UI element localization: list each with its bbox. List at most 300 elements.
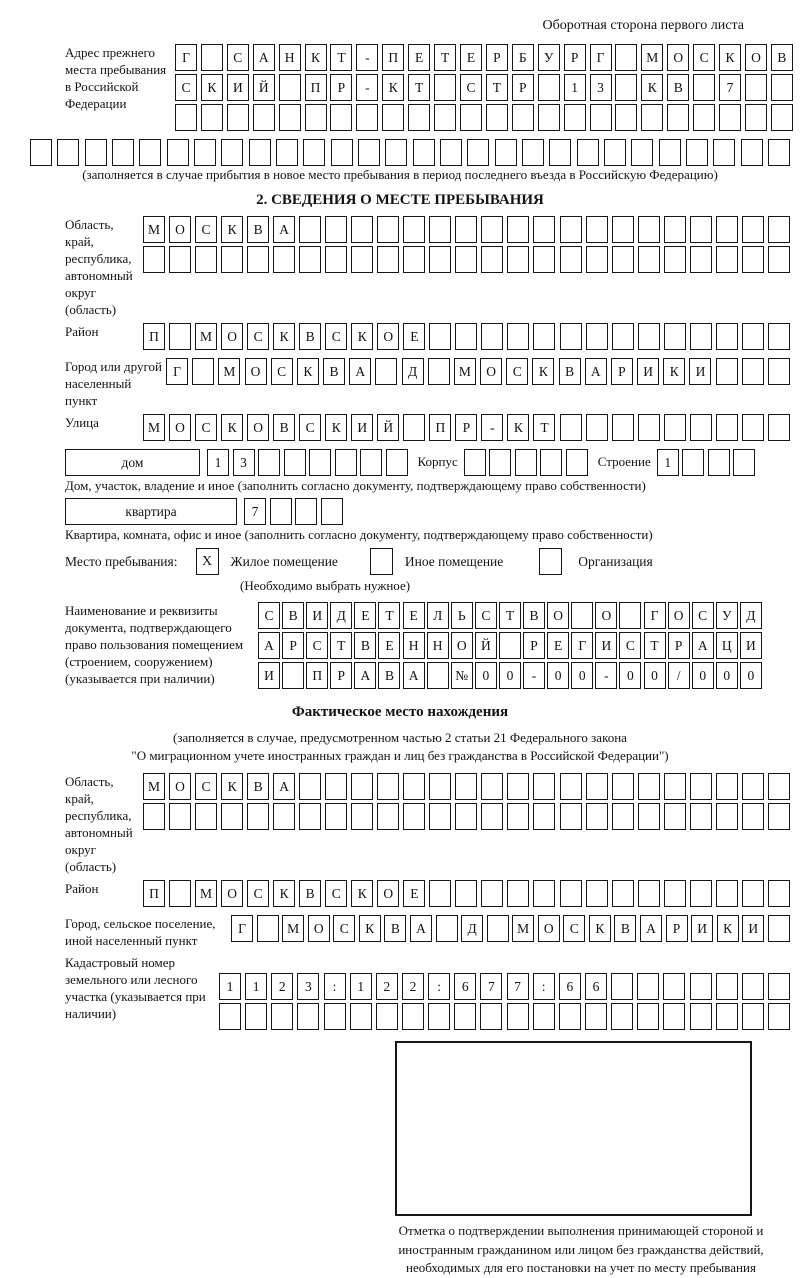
char-cell[interactable]: И xyxy=(595,632,617,659)
char-cell[interactable]: В xyxy=(299,880,321,907)
char-cell[interactable]: К xyxy=(351,880,373,907)
char-cell[interactable] xyxy=(533,880,555,907)
char-cell[interactable] xyxy=(403,803,425,830)
char-cell[interactable]: И xyxy=(689,358,711,385)
char-cell[interactable] xyxy=(586,803,608,830)
char-cell[interactable] xyxy=(507,1003,529,1030)
char-cell[interactable]: Р xyxy=(564,44,586,71)
char-cell[interactable] xyxy=(454,1003,476,1030)
char-cell[interactable]: 3 xyxy=(233,449,255,476)
char-cell[interactable] xyxy=(741,139,763,166)
char-cell[interactable] xyxy=(403,414,425,441)
char-cell[interactable]: К xyxy=(532,358,554,385)
char-cell[interactable]: Г xyxy=(590,44,612,71)
char-cell[interactable]: Г xyxy=(231,915,253,942)
char-cell[interactable] xyxy=(590,104,612,131)
char-cell[interactable] xyxy=(201,44,223,71)
char-cell[interactable] xyxy=(693,104,715,131)
char-cell[interactable] xyxy=(690,414,712,441)
char-cell[interactable]: 0 xyxy=(644,662,666,689)
char-cell[interactable]: Д xyxy=(461,915,483,942)
char-cell[interactable]: М xyxy=(641,44,663,71)
char-cell[interactable]: Д xyxy=(740,602,762,629)
char-cell[interactable]: С xyxy=(475,602,497,629)
char-cell[interactable]: А xyxy=(640,915,662,942)
char-cell[interactable]: О xyxy=(247,414,269,441)
char-cell[interactable] xyxy=(719,104,741,131)
char-cell[interactable] xyxy=(195,803,217,830)
char-cell[interactable]: Т xyxy=(486,74,508,101)
char-cell[interactable]: 1 xyxy=(350,973,372,1000)
char-cell[interactable]: В xyxy=(559,358,581,385)
char-cell[interactable]: О xyxy=(667,44,689,71)
char-cell[interactable]: Р xyxy=(611,358,633,385)
char-cell[interactable]: С xyxy=(195,773,217,800)
char-cell[interactable] xyxy=(143,803,165,830)
char-cell[interactable]: Е xyxy=(354,602,376,629)
char-cell[interactable] xyxy=(403,216,425,243)
char-cell[interactable]: М xyxy=(454,358,476,385)
char-cell[interactable]: Г xyxy=(175,44,197,71)
char-cell[interactable]: А xyxy=(692,632,714,659)
char-cell[interactable]: Р xyxy=(455,414,477,441)
char-cell[interactable] xyxy=(571,602,593,629)
char-cell[interactable] xyxy=(112,139,134,166)
char-cell[interactable] xyxy=(507,323,529,350)
char-cell[interactable] xyxy=(455,323,477,350)
char-cell[interactable]: С xyxy=(506,358,528,385)
char-cell[interactable]: О xyxy=(538,915,560,942)
char-cell[interactable]: К xyxy=(663,358,685,385)
char-cell[interactable]: Т xyxy=(533,414,555,441)
char-cell[interactable]: Т xyxy=(330,44,352,71)
char-cell[interactable]: Б xyxy=(512,44,534,71)
char-cell[interactable] xyxy=(690,246,712,273)
char-cell[interactable]: В xyxy=(247,773,269,800)
char-cell[interactable]: И xyxy=(742,915,764,942)
char-cell[interactable]: 0 xyxy=(740,662,762,689)
char-cell[interactable] xyxy=(376,1003,398,1030)
stay-type-checkbox-org[interactable] xyxy=(539,548,562,575)
char-cell[interactable] xyxy=(637,1003,659,1030)
char-cell[interactable]: : xyxy=(533,973,555,1000)
char-cell[interactable]: Р xyxy=(512,74,534,101)
char-cell[interactable]: В xyxy=(771,44,793,71)
char-cell[interactable] xyxy=(742,216,764,243)
char-cell[interactable] xyxy=(664,803,686,830)
char-cell[interactable] xyxy=(664,880,686,907)
char-cell[interactable]: К xyxy=(273,323,295,350)
char-cell[interactable]: О xyxy=(668,602,690,629)
char-cell[interactable]: А xyxy=(403,662,425,689)
char-cell[interactable] xyxy=(270,498,292,525)
char-cell[interactable]: 2 xyxy=(402,973,424,1000)
char-cell[interactable]: 0 xyxy=(499,662,521,689)
char-cell[interactable] xyxy=(350,1003,372,1030)
char-cell[interactable] xyxy=(619,602,641,629)
char-cell[interactable]: Й xyxy=(377,414,399,441)
char-cell[interactable] xyxy=(321,498,343,525)
char-cell[interactable] xyxy=(611,973,633,1000)
char-cell[interactable] xyxy=(664,323,686,350)
char-cell[interactable]: 3 xyxy=(590,74,612,101)
char-cell[interactable] xyxy=(299,773,321,800)
char-cell[interactable] xyxy=(499,632,521,659)
char-cell[interactable] xyxy=(664,414,686,441)
char-cell[interactable] xyxy=(768,803,790,830)
char-cell[interactable]: 0 xyxy=(547,662,569,689)
char-cell[interactable] xyxy=(279,104,301,131)
char-cell[interactable] xyxy=(690,1003,712,1030)
char-cell[interactable] xyxy=(768,246,790,273)
char-cell[interactable] xyxy=(195,246,217,273)
char-cell[interactable] xyxy=(276,139,298,166)
char-cell[interactable] xyxy=(219,1003,241,1030)
char-cell[interactable] xyxy=(768,139,790,166)
char-cell[interactable]: Р xyxy=(282,632,304,659)
char-cell[interactable]: Е xyxy=(403,880,425,907)
char-cell[interactable]: : xyxy=(428,973,450,1000)
char-cell[interactable] xyxy=(169,323,191,350)
char-cell[interactable]: 3 xyxy=(297,973,319,1000)
char-cell[interactable] xyxy=(403,773,425,800)
char-cell[interactable] xyxy=(716,803,738,830)
char-cell[interactable]: А xyxy=(273,773,295,800)
char-cell[interactable] xyxy=(742,323,764,350)
char-cell[interactable]: М xyxy=(143,773,165,800)
char-cell[interactable] xyxy=(663,1003,685,1030)
char-cell[interactable] xyxy=(85,139,107,166)
char-cell[interactable]: Т xyxy=(408,74,430,101)
char-cell[interactable] xyxy=(273,803,295,830)
char-cell[interactable]: В xyxy=(273,414,295,441)
char-cell[interactable]: В xyxy=(614,915,636,942)
char-cell[interactable] xyxy=(686,139,708,166)
char-cell[interactable] xyxy=(638,414,660,441)
char-cell[interactable] xyxy=(434,104,456,131)
char-cell[interactable] xyxy=(271,1003,293,1030)
char-cell[interactable]: В xyxy=(378,662,400,689)
char-cell[interactable] xyxy=(377,216,399,243)
char-cell[interactable] xyxy=(533,773,555,800)
char-cell[interactable] xyxy=(351,803,373,830)
char-cell[interactable]: О xyxy=(451,632,473,659)
char-cell[interactable]: К xyxy=(589,915,611,942)
char-cell[interactable] xyxy=(221,246,243,273)
char-cell[interactable] xyxy=(284,449,306,476)
char-cell[interactable] xyxy=(638,803,660,830)
char-cell[interactable]: 1 xyxy=(564,74,586,101)
char-cell[interactable] xyxy=(768,973,790,1000)
char-cell[interactable]: А xyxy=(410,915,432,942)
char-cell[interactable] xyxy=(716,246,738,273)
char-cell[interactable]: С xyxy=(195,414,217,441)
char-cell[interactable] xyxy=(279,74,301,101)
char-cell[interactable]: О xyxy=(595,602,617,629)
char-cell[interactable] xyxy=(377,246,399,273)
char-cell[interactable] xyxy=(295,498,317,525)
char-cell[interactable] xyxy=(768,880,790,907)
char-cell[interactable] xyxy=(515,449,537,476)
char-cell[interactable]: П xyxy=(143,323,165,350)
char-cell[interactable]: Н xyxy=(279,44,301,71)
char-cell[interactable]: Е xyxy=(403,602,425,629)
char-cell[interactable] xyxy=(455,880,477,907)
char-cell[interactable] xyxy=(403,246,425,273)
char-cell[interactable]: С xyxy=(333,915,355,942)
char-cell[interactable]: А xyxy=(354,662,376,689)
char-cell[interactable] xyxy=(429,803,451,830)
char-cell[interactable]: С xyxy=(306,632,328,659)
char-cell[interactable] xyxy=(742,773,764,800)
char-cell[interactable] xyxy=(481,216,503,243)
char-cell[interactable] xyxy=(533,323,555,350)
char-cell[interactable] xyxy=(612,773,634,800)
char-cell[interactable]: С xyxy=(619,632,641,659)
char-cell[interactable] xyxy=(631,139,653,166)
char-cell[interactable] xyxy=(429,246,451,273)
char-cell[interactable]: К xyxy=(273,880,295,907)
char-cell[interactable] xyxy=(427,662,449,689)
char-cell[interactable]: В xyxy=(354,632,376,659)
char-cell[interactable]: К xyxy=(717,915,739,942)
char-cell[interactable]: 7 xyxy=(480,973,502,1000)
char-cell[interactable] xyxy=(402,1003,424,1030)
char-cell[interactable] xyxy=(194,139,216,166)
char-cell[interactable]: В xyxy=(384,915,406,942)
char-cell[interactable] xyxy=(560,880,582,907)
char-cell[interactable]: М xyxy=(143,414,165,441)
char-cell[interactable] xyxy=(612,216,634,243)
char-cell[interactable] xyxy=(586,246,608,273)
char-cell[interactable]: Е xyxy=(408,44,430,71)
char-cell[interactable]: О xyxy=(547,602,569,629)
char-cell[interactable] xyxy=(358,139,380,166)
char-cell[interactable] xyxy=(57,139,79,166)
char-cell[interactable]: Т xyxy=(378,602,400,629)
char-cell[interactable] xyxy=(742,1003,764,1030)
char-cell[interactable]: М xyxy=(512,915,534,942)
char-cell[interactable] xyxy=(742,246,764,273)
char-cell[interactable] xyxy=(273,246,295,273)
char-cell[interactable] xyxy=(305,104,327,131)
char-cell[interactable] xyxy=(768,414,790,441)
char-cell[interactable] xyxy=(351,773,373,800)
char-cell[interactable]: С xyxy=(258,602,280,629)
char-cell[interactable]: Й xyxy=(253,74,275,101)
char-cell[interactable] xyxy=(742,973,764,1000)
char-cell[interactable]: В xyxy=(667,74,689,101)
char-cell[interactable] xyxy=(716,773,738,800)
char-cell[interactable] xyxy=(549,139,571,166)
char-cell[interactable] xyxy=(612,246,634,273)
char-cell[interactable] xyxy=(690,216,712,243)
char-cell[interactable] xyxy=(664,246,686,273)
char-cell[interactable]: С xyxy=(563,915,585,942)
char-cell[interactable]: 1 xyxy=(245,973,267,1000)
char-cell[interactable]: О xyxy=(377,880,399,907)
char-cell[interactable] xyxy=(533,803,555,830)
char-cell[interactable]: М xyxy=(195,323,217,350)
char-cell[interactable] xyxy=(507,803,529,830)
char-cell[interactable] xyxy=(538,74,560,101)
char-cell[interactable]: М xyxy=(143,216,165,243)
char-cell[interactable]: 6 xyxy=(454,973,476,1000)
char-cell[interactable] xyxy=(615,44,637,71)
char-cell[interactable]: С xyxy=(247,323,269,350)
char-cell[interactable] xyxy=(638,880,660,907)
char-cell[interactable] xyxy=(221,803,243,830)
char-cell[interactable] xyxy=(742,880,764,907)
char-cell[interactable]: И xyxy=(258,662,280,689)
char-cell[interactable]: С xyxy=(299,414,321,441)
char-cell[interactable]: 2 xyxy=(271,973,293,1000)
char-cell[interactable] xyxy=(708,449,730,476)
char-cell[interactable]: А xyxy=(273,216,295,243)
char-cell[interactable]: У xyxy=(716,602,738,629)
char-cell[interactable] xyxy=(612,803,634,830)
char-cell[interactable]: О xyxy=(221,880,243,907)
char-cell[interactable]: - xyxy=(356,74,378,101)
char-cell[interactable] xyxy=(742,358,764,385)
char-cell[interactable]: 0 xyxy=(692,662,714,689)
char-cell[interactable]: С xyxy=(227,44,249,71)
char-cell[interactable] xyxy=(522,139,544,166)
char-cell[interactable]: В xyxy=(523,602,545,629)
char-cell[interactable]: Т xyxy=(644,632,666,659)
char-cell[interactable]: К xyxy=(382,74,404,101)
char-cell[interactable]: В xyxy=(299,323,321,350)
char-cell[interactable]: М xyxy=(195,880,217,907)
char-cell[interactable]: Н xyxy=(403,632,425,659)
char-cell[interactable] xyxy=(612,880,634,907)
char-cell[interactable]: Г xyxy=(644,602,666,629)
char-cell[interactable] xyxy=(330,104,352,131)
char-cell[interactable]: С xyxy=(693,44,715,71)
char-cell[interactable] xyxy=(586,216,608,243)
char-cell[interactable] xyxy=(586,880,608,907)
char-cell[interactable] xyxy=(201,104,223,131)
char-cell[interactable]: О xyxy=(169,773,191,800)
char-cell[interactable]: Ц xyxy=(716,632,738,659)
char-cell[interactable] xyxy=(139,139,161,166)
char-cell[interactable] xyxy=(408,104,430,131)
char-cell[interactable]: И xyxy=(351,414,373,441)
char-cell[interactable]: Т xyxy=(499,602,521,629)
char-cell[interactable] xyxy=(716,323,738,350)
char-cell[interactable] xyxy=(507,246,529,273)
char-cell[interactable]: С xyxy=(692,602,714,629)
char-cell[interactable] xyxy=(566,449,588,476)
char-cell[interactable] xyxy=(480,1003,502,1030)
char-cell[interactable] xyxy=(560,323,582,350)
char-cell[interactable]: И xyxy=(227,74,249,101)
char-cell[interactable] xyxy=(533,216,555,243)
char-cell[interactable] xyxy=(495,139,517,166)
char-cell[interactable]: М xyxy=(282,915,304,942)
char-cell[interactable] xyxy=(538,104,560,131)
char-cell[interactable] xyxy=(560,216,582,243)
char-cell[interactable]: Е xyxy=(547,632,569,659)
char-cell[interactable]: О xyxy=(745,44,767,71)
char-cell[interactable] xyxy=(716,216,738,243)
char-cell[interactable]: - xyxy=(356,44,378,71)
char-cell[interactable] xyxy=(690,803,712,830)
char-cell[interactable]: И xyxy=(740,632,762,659)
char-cell[interactable] xyxy=(481,323,503,350)
char-cell[interactable] xyxy=(429,323,451,350)
char-cell[interactable]: Г xyxy=(166,358,188,385)
char-cell[interactable]: Р xyxy=(666,915,688,942)
char-cell[interactable] xyxy=(385,139,407,166)
char-cell[interactable] xyxy=(309,449,331,476)
char-cell[interactable] xyxy=(351,246,373,273)
char-cell[interactable] xyxy=(467,139,489,166)
char-cell[interactable]: К xyxy=(325,414,347,441)
char-cell[interactable]: 1 xyxy=(657,449,679,476)
char-cell[interactable] xyxy=(460,104,482,131)
char-cell[interactable]: Е xyxy=(460,44,482,71)
char-cell[interactable] xyxy=(440,139,462,166)
char-cell[interactable] xyxy=(564,104,586,131)
char-cell[interactable] xyxy=(690,880,712,907)
char-cell[interactable] xyxy=(167,139,189,166)
char-cell[interactable]: Н xyxy=(427,632,449,659)
char-cell[interactable] xyxy=(612,414,634,441)
char-cell[interactable] xyxy=(577,139,599,166)
char-cell[interactable] xyxy=(335,449,357,476)
char-cell[interactable]: 0 xyxy=(619,662,641,689)
char-cell[interactable] xyxy=(356,104,378,131)
char-cell[interactable]: Р xyxy=(668,632,690,659)
char-cell[interactable] xyxy=(325,803,347,830)
char-cell[interactable] xyxy=(429,773,451,800)
char-cell[interactable]: К xyxy=(221,414,243,441)
char-cell[interactable] xyxy=(487,915,509,942)
char-cell[interactable] xyxy=(638,246,660,273)
char-cell[interactable]: Т xyxy=(434,44,456,71)
char-cell[interactable] xyxy=(257,915,279,942)
char-cell[interactable]: / xyxy=(668,662,690,689)
char-cell[interactable]: Ь xyxy=(451,602,473,629)
char-cell[interactable] xyxy=(768,216,790,243)
stay-type-checkbox-zhiloe[interactable]: X xyxy=(196,548,219,575)
char-cell[interactable] xyxy=(533,1003,555,1030)
char-cell[interactable] xyxy=(30,139,52,166)
char-cell[interactable] xyxy=(455,773,477,800)
char-cell[interactable]: 7 xyxy=(507,973,529,1000)
char-cell[interactable] xyxy=(481,803,503,830)
char-cell[interactable] xyxy=(221,139,243,166)
char-cell[interactable]: С xyxy=(175,74,197,101)
char-cell[interactable] xyxy=(455,246,477,273)
char-cell[interactable] xyxy=(245,1003,267,1030)
char-cell[interactable] xyxy=(667,104,689,131)
char-cell[interactable]: С xyxy=(325,323,347,350)
char-cell[interactable]: 0 xyxy=(571,662,593,689)
char-cell[interactable]: П xyxy=(143,880,165,907)
char-cell[interactable]: Р xyxy=(486,44,508,71)
char-cell[interactable]: А xyxy=(585,358,607,385)
char-cell[interactable]: Й xyxy=(475,632,497,659)
char-cell[interactable]: М xyxy=(218,358,240,385)
char-cell[interactable] xyxy=(664,216,686,243)
char-cell[interactable] xyxy=(690,973,712,1000)
char-cell[interactable] xyxy=(169,246,191,273)
char-cell[interactable] xyxy=(375,358,397,385)
char-cell[interactable]: К xyxy=(641,74,663,101)
char-cell[interactable] xyxy=(360,449,382,476)
